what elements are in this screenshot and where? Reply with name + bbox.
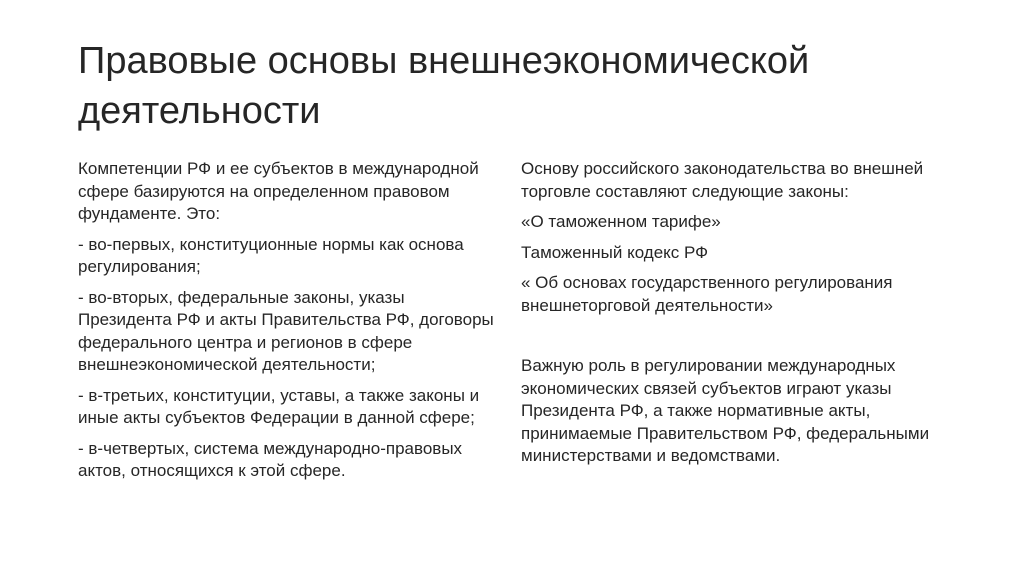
left-paragraph-fourth: - в-четвертых, система международно-правовых актов, относящихся к этой сфере. xyxy=(78,438,463,480)
right-column xyxy=(521,158,951,476)
law-customs-tariff: «О таможенном тарифе» xyxy=(521,212,721,231)
paragraph-spacer xyxy=(521,325,951,355)
law-foreign-trade-regulation: « Об основах государственного регулирования внешнеторговой деятельности» xyxy=(521,273,893,315)
right-paragraph-closing: Важную роль в регулировании международных экономических связей субъектов играют указы Президента РФ, а также нормативные акты, принимаемые Правительством РФ, федеральными министерствами и ведомствами. xyxy=(521,356,930,465)
slide-title: Правовые основы внешнеэкономической деятельности xyxy=(78,40,810,132)
left-paragraph-third: - в-третьих, конституции, уставы, а также законы и иные акты субъектов Федерации в данной сфере; xyxy=(78,385,480,427)
left-paragraph-intro: Компетенции РФ и ее субъектов в международной сфере базируются на определенном правовом фундаменте. Это: xyxy=(78,159,479,223)
left-column xyxy=(78,158,498,491)
left-paragraph-second: - во-вторых, федеральные законы, указы Президента РФ и акты Правительства РФ, договоры федерального центра и регионов в сфере внешнеэкономической деятельности; xyxy=(78,287,494,374)
left-paragraph-first: - во-первых, конституционные нормы как основа регулирования; xyxy=(78,234,464,276)
law-customs-code: Таможенный кодекс РФ xyxy=(521,242,709,262)
right-paragraph-intro: Основу российского законодательства во внешней торговле составляют следующие законы: xyxy=(521,159,924,201)
